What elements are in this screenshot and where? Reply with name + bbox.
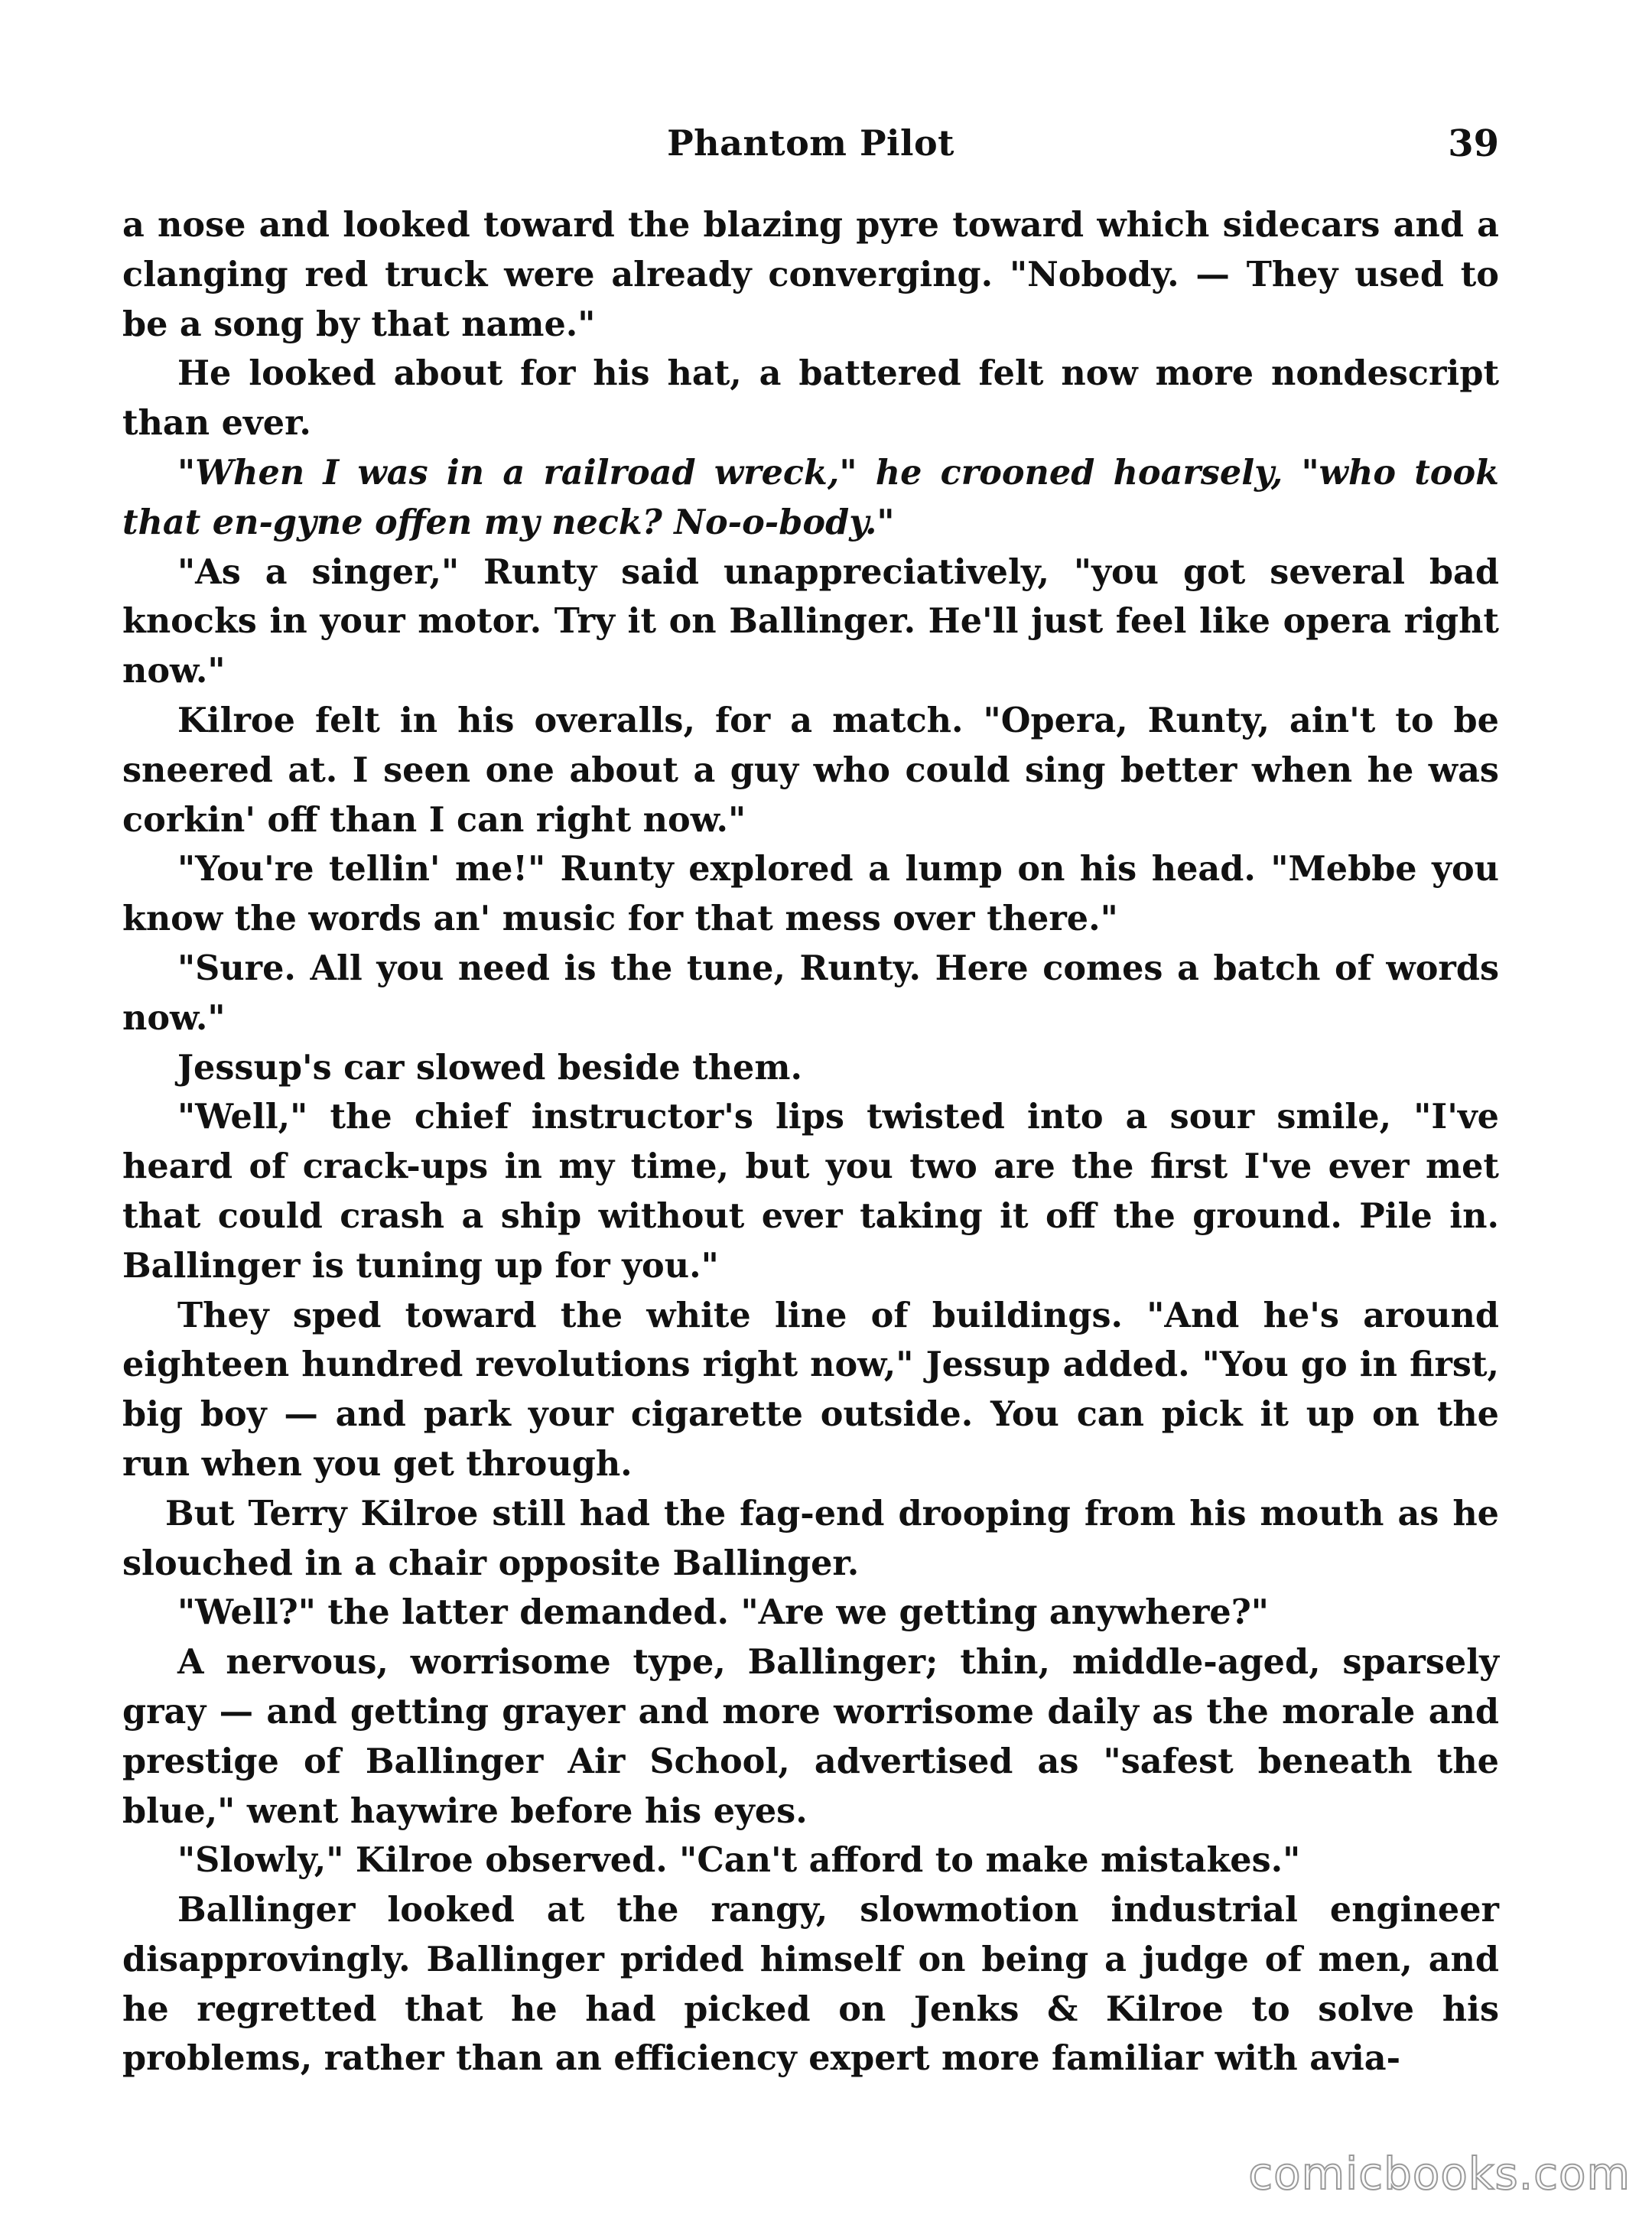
body-text — [122, 200, 1499, 2083]
watermark: comicbooks.com — [1248, 2148, 1631, 2200]
paragraph: A nervous, worrisome type, Ballinger; thin, middle-aged, sparsely gray — and getting grayer and more worrisome daily as the morale and prestige of Ballinger Air School, advertised as "safest beneath the blue," went haywire before his eyes. — [122, 1642, 1499, 1831]
paragraph: "Well?" the latter demanded. "Are we getting anywhere?" — [177, 1592, 1269, 1633]
paragraph: a nose and looked toward the blazing pyre toward which sidecars and a clanging red truck were already converging. "Nobody. — They used to be a song by that name." — [122, 205, 1499, 344]
page-header — [122, 122, 1499, 184]
book-page — [122, 0, 1499, 2218]
paragraph: But Terry Kilroe still had the fag-end drooping from his mouth as he slouched in a chair opposite Ballinger. — [122, 1493, 1499, 1583]
paragraph: Kilroe felt in his overalls, for a match. "Opera, Runty, ain't to be sneered at. I seen one about a guy who could sing better when he was corkin' off than I can right now." — [122, 700, 1499, 840]
paragraph: They sped toward the white line of buildings. "And he's around eighteen hundred revolutions right now," Jessup added. "You go in first, big boy — and park your cigarette outside. You can pick it up on the run when you get through. — [122, 1295, 1499, 1484]
paragraph: "As a singer," Runty said unappreciatively, "you got several bad knocks in your motor. Try it on Ballinger. He'll just feel like opera right now." — [122, 551, 1499, 691]
paragraph: "Slowly," Kilroe observed. "Can't afford to make mistakes." — [177, 1840, 1301, 1881]
paragraph: Ballinger looked at the rangy, slowmotion industrial engineer disapprovingly. Ballinger prided himself on being a judge of men, and he regretted that he had picked on Jenks & Kilroe to solve his problems, rather than an efficiency expert more familiar with avia- — [122, 1890, 1499, 2079]
page-number: 39 — [1448, 122, 1499, 165]
paragraph: "You're tellin' me!" Runty explored a lump on his head. "Mebbe you know the words an' music for that mess over there." — [122, 849, 1499, 939]
paragraph: "Well," the chief instructor's lips twisted into a sour smile, "I've heard of crack-ups in my time, but you two are the first I've ever met that could crash a ship without ever taking it off the ground. Pile in. Ballinger is tuning up for you." — [122, 1097, 1499, 1286]
paragraph: Jessup's car slowed beside them. — [177, 1047, 802, 1088]
running-title: Phantom Pilot — [667, 122, 954, 164]
song-lyric-paragraph: "When I was in a railroad wreck," he crooned hoarsely, "who took that en-gyne offen my neck? No-o-body." — [122, 452, 1499, 542]
paragraph: "Sure. All you need is the tune, Runty. Here comes a batch of words now." — [122, 948, 1499, 1038]
paragraph: He looked about for his hat, a battered felt now more nondescript than ever. — [122, 353, 1499, 444]
